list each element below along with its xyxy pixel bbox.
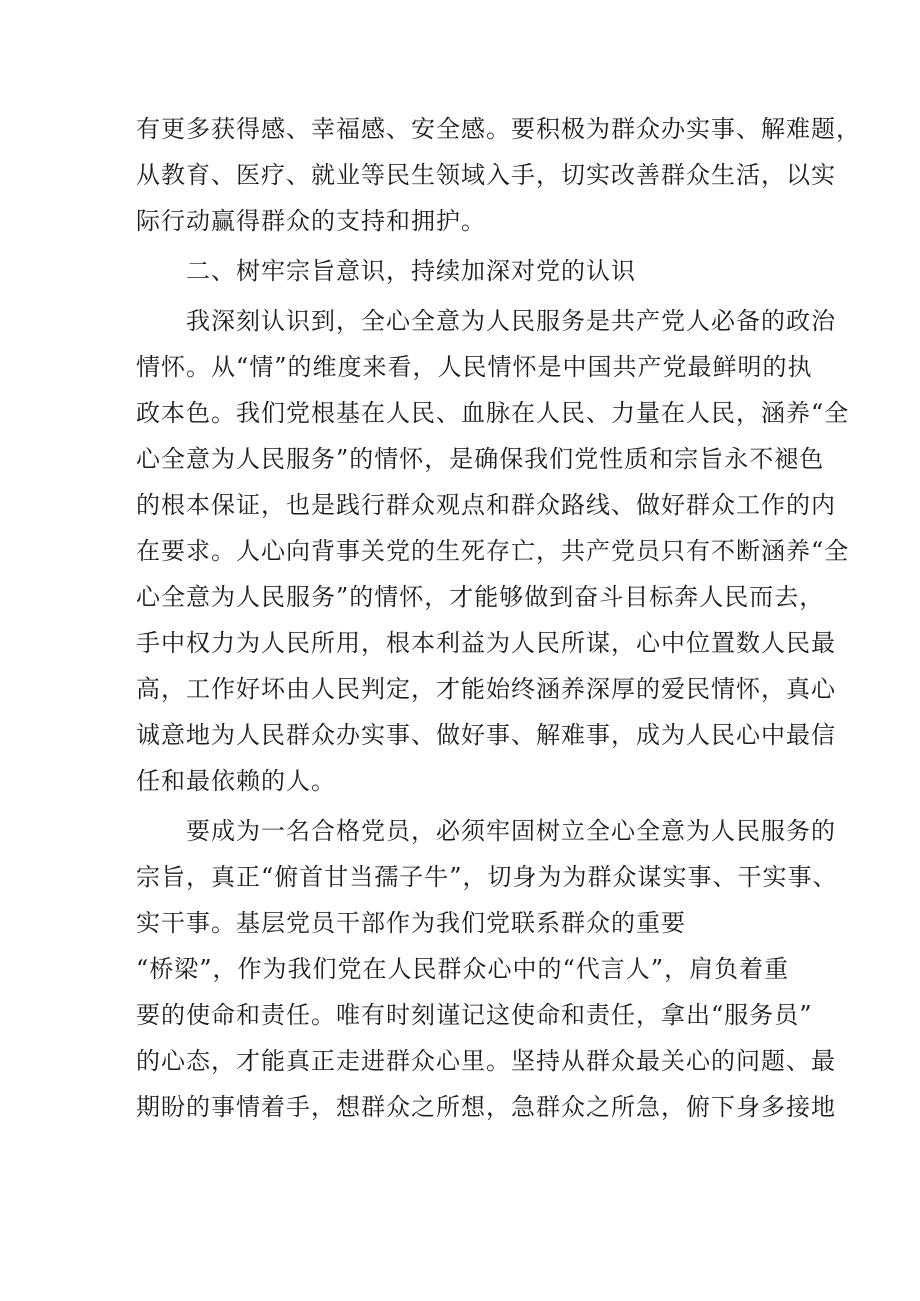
text-line: 实干事。基层党员干部作为我们党联系群众的重要 (136, 909, 686, 937)
text-line: 有更多获得感、幸福感、安全感。要积极为群众办实事、解难题， (136, 115, 861, 143)
text-line: 的心态，才能真正走进群众心里。坚持从群众最关心的问题、最 (136, 1047, 836, 1075)
text-line: 要成为一名合格党员，必须牢固树立全心全意为人民服务的 (186, 817, 836, 845)
section-heading (136, 248, 786, 294)
text-line: 从教育、医疗、就业等民生领域入手，切实改善群众生活，以实 (136, 161, 836, 189)
text-line: 的根本保证，也是践行群众观点和群众路线、做好群众工作的内 (136, 491, 836, 519)
text-line: 期盼的事情着手，想群众之所想，急群众之所急，俯下身多接地 (136, 1093, 836, 1121)
heading-text: 二、树牢宗旨意识，持续加深对党的认识 (186, 257, 636, 285)
text-line: 高，工作好坏由人民判定，才能始终涵养深厚的爱民情怀，真心 (136, 675, 836, 703)
text-line: “桥梁”，作为我们党在人民群众心中的“代言人”，肩负着重 (136, 955, 790, 983)
text-line: 情怀。从“情”的维度来看，人民情怀是中国共产党最鲜明的执 (136, 353, 813, 381)
text-line: 在要求。人心向背事关党的生死存亡，共产党员只有不断涵养“全 (136, 537, 850, 565)
text-line: 诚意地为人民群众办实事、做好事、解难事，成为人民心中最信 (136, 721, 836, 749)
text-line: 际行动赢得群众的支持和拥护。 (136, 207, 486, 235)
paragraph (136, 106, 861, 244)
text-line: 要的使命和责任。唯有时刻谨记这使命和责任，拿出“服务员” (136, 1001, 813, 1029)
text-line: 任和最依赖的人。 (136, 767, 336, 795)
text-line: 政本色。我们党根基在人民、血脉在人民、力量在人民，涵养“全 (136, 399, 850, 427)
text-line: 心全意为人民服务”的情怀，才能够做到奋斗目标奔人民而去， (136, 583, 825, 611)
text-line: 我深刻认识到，全心全意为人民服务是共产党人必备的政治 (186, 307, 836, 335)
document-body (136, 106, 861, 1130)
text-line: 宗旨，真正“俯首甘当孺子牛”，切身为为群众谋实事、干实事、 (136, 863, 838, 891)
paragraph (136, 808, 838, 1130)
text-line: 手中权力为人民所用，根本利益为人民所谋，心中位置数人民最 (136, 629, 836, 657)
text-line: 心全意为人民服务”的情怀，是确保我们党性质和宗旨永不褪色 (136, 445, 825, 473)
paragraph (136, 298, 850, 804)
